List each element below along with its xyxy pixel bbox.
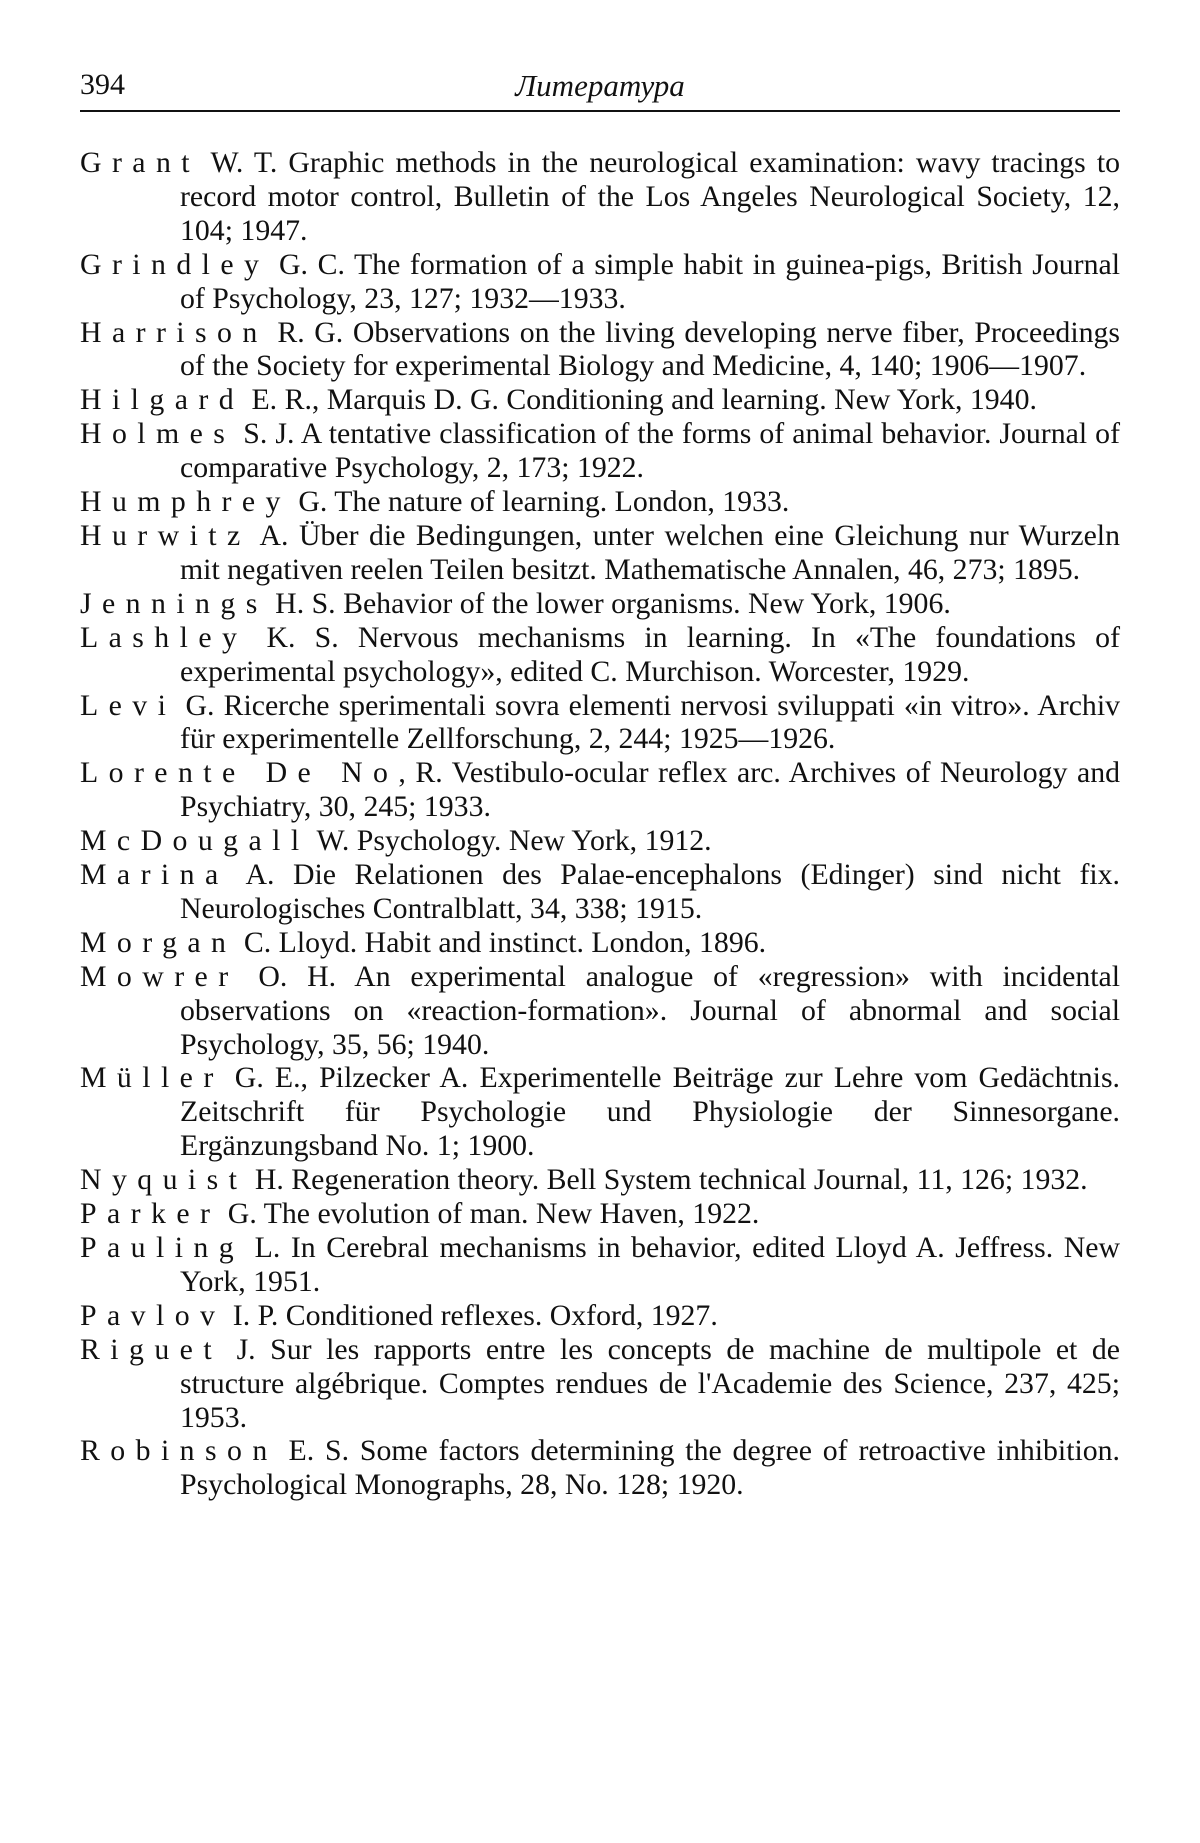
reference-entry [80, 1333, 1120, 1435]
reference-entry [80, 858, 1120, 926]
reference-author: Nyquist [80, 1163, 248, 1197]
reference-text: H. S. Behavior of the lower organisms. New York, 1906. [267, 586, 951, 620]
reference-entry [80, 316, 1120, 384]
reference-text: L. In Cerebral mechanisms in behavior, edited Lloyd A. Jeffress. New York, 1951. [180, 1231, 1120, 1298]
header-rule [80, 110, 1120, 112]
reference-author: Parker [80, 1197, 221, 1231]
reference-text: I. P. Conditioned reflexes. Oxford, 1927. [225, 1298, 718, 1332]
reference-author: Grant [80, 146, 200, 179]
reference-author: Humphrey [80, 485, 291, 519]
reference-text: , R. Vestibulo-ocular reflex arc. Archives of Neurology and Psychiatry, 30, 245; 1933. [180, 756, 1120, 824]
reference-author: Lashley [80, 620, 248, 654]
reference-text: E. S. Some factors determining the degree of retroactive inhibition. Psychological Monographs, 28, No. 128; 1920. [180, 1434, 1120, 1502]
reference-text: C. Lloyd. Habit and instinct. London, 1896. [236, 925, 767, 959]
reference-text: O. H. An experimental analogue of «regression» with incidental observations on «reaction-formation». Journal of abnormal and social Psychology, 35, 56; 1940. [180, 959, 1120, 1061]
reference-entry [80, 417, 1120, 485]
reference-text: G. E., Pilzecker A. Experimentelle Beiträge zur Lehre vom Gedächtnis. Zeitschrift für Psychologie und Physiologie der Sinnesorgane. Ergänzungsband No. 1; 1900. [180, 1061, 1120, 1163]
reference-author: Mowrer [80, 959, 239, 993]
reference-text: W. Psychology. New York, 1912. [309, 824, 712, 858]
reference-entry [80, 689, 1120, 757]
reference-text: S. J. A tentative classification of the forms of animal behavior. Journal of comparative Psychology, 2, 173; 1922. [180, 417, 1120, 485]
reference-text: G. Ricerche sperimentali sovra elementi nervosi sviluppati «in vitro». Archiv für experimentelle Zellforschung, 2, 244; 1925—1926. [176, 688, 1120, 756]
reference-author: Morgan [80, 925, 237, 959]
reference-text: K. S. Nervous mechanisms in learning. In «The foundations of experimental psychology», edited C. Murchison. Worcester, 1929. [180, 620, 1120, 688]
reference-author: Pauling [80, 1231, 245, 1264]
reference-text: G. The evolution of man. New Haven, 1922. [220, 1197, 760, 1231]
reference-author: Robinson [80, 1434, 278, 1468]
reference-text: W. T. Graphic methods in the neurological examination: wavy tracings to record motor control, Bulletin of the Los Angeles Neurological Society, 12, 104; 1947. [180, 146, 1120, 247]
reference-author: Müller [80, 1061, 224, 1095]
reference-entry [80, 1231, 1120, 1299]
reference-entry [80, 519, 1120, 587]
reference-entry [80, 383, 1120, 417]
reference-text: R. G. Observations on the living developing nerve fiber, Proceedings of the Society for experimental Biology and Medicine, 4, 140; 1906—1907. [180, 315, 1120, 383]
reference-text: E. R., Marquis D. G. Conditioning and learning. New York, 1940. [244, 383, 1037, 417]
reference-author: Hilgard [80, 383, 245, 417]
reference-text: J. Sur les rapports entre les concepts de machine de multipole et de structure algébrique. Comptes rendues de l'Academie des Science, 237, 425; 1953. [180, 1332, 1120, 1434]
reference-author: Jennings [80, 586, 268, 620]
page-header [80, 68, 1120, 112]
reference-entry [80, 1434, 1120, 1502]
reference-entry [80, 621, 1120, 689]
reference-text: A. Über die Bedingungen, unter welchen eine Gleichung nur Wurzeln mit negativen reelen Teilen besitzt. Mathematische Annalen, 46, 273; 1895. [180, 518, 1120, 586]
reference-entry [80, 1197, 1120, 1231]
reference-text: A. Die Relationen des Palae-encephalons (Edinger) sind nicht fix. Neurologisches Contralblatt, 34, 338; 1915. [180, 858, 1120, 925]
reference-text: G. C. The formation of a simple habit in guinea-pigs, British Journal of Psychology, 23, 127; 1932—1933. [180, 247, 1120, 315]
reference-author: Grindley [80, 247, 270, 281]
reference-entry [80, 1163, 1120, 1197]
reference-entry [80, 1299, 1120, 1333]
reference-author: Harrison [80, 315, 268, 349]
running-title: Литература [515, 68, 685, 103]
reference-author: Holmes [80, 417, 236, 451]
reference-entry [80, 587, 1120, 621]
reference-author: Hurwitz [80, 518, 251, 552]
reference-entry [80, 485, 1120, 519]
reference-author: Pavlov [80, 1298, 226, 1332]
reference-list [80, 146, 1120, 1502]
page-number: 394 [80, 68, 125, 101]
reference-entry [80, 756, 1120, 824]
reference-author: McDougall [80, 824, 310, 858]
reference-entry [80, 926, 1120, 960]
reference-author: Lorente De No [80, 756, 399, 790]
reference-text: H. Regeneration theory. Bell System technical Journal, 11, 126; 1932. [247, 1163, 1088, 1197]
reference-text: G. The nature of learning. London, 1933. [290, 485, 790, 519]
reference-entry [80, 146, 1120, 248]
reference-author: Levi [80, 688, 177, 722]
reference-author: Riguet [80, 1332, 223, 1366]
reference-author: Marina [80, 858, 229, 892]
reference-entry [80, 1061, 1120, 1163]
reference-entry [80, 960, 1120, 1062]
reference-entry [80, 248, 1120, 316]
reference-entry [80, 824, 1120, 858]
